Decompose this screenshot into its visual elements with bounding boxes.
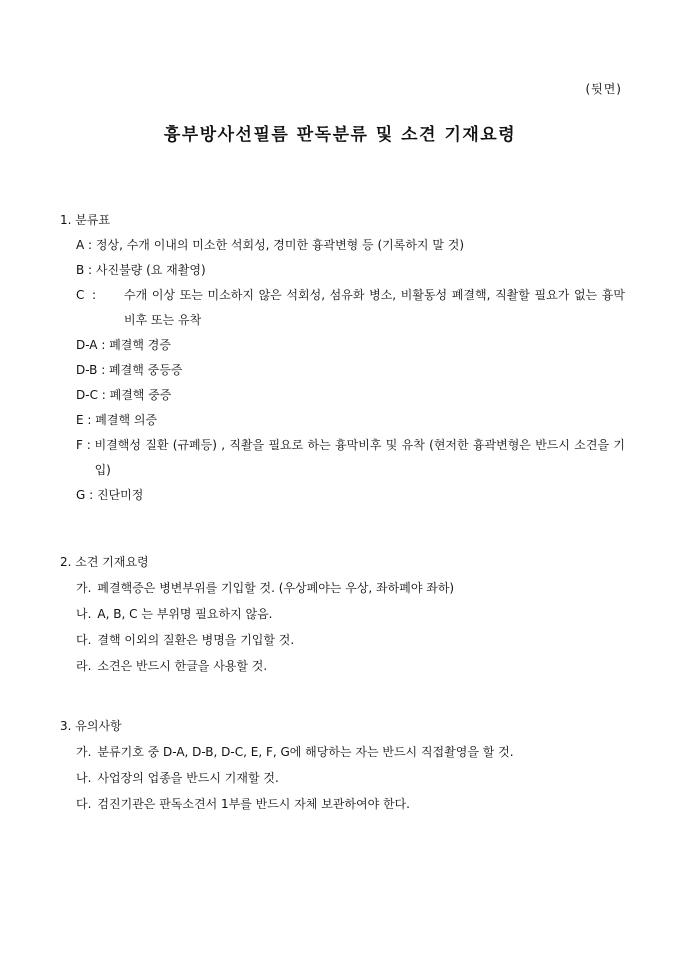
list-item bbox=[60, 627, 625, 653]
document-title: 흉부방사선필름 판독분류 및 소견 기재요령 bbox=[163, 125, 517, 145]
item-text: 사업장의 업종을 반드시 기재할 것. bbox=[97, 771, 279, 785]
class-description: 폐결핵 의증 bbox=[95, 413, 158, 427]
item-text: 소견은 반드시 한글을 사용할 것. bbox=[97, 659, 268, 673]
class-code: D-A : bbox=[76, 338, 110, 352]
class-row-a bbox=[60, 233, 625, 258]
section-classification bbox=[60, 208, 625, 508]
item-number: 가. bbox=[76, 745, 92, 759]
class-row-c bbox=[60, 283, 625, 333]
class-code: D-B : bbox=[76, 363, 110, 377]
item-number: 다. bbox=[76, 633, 92, 647]
class-code: C : bbox=[76, 288, 104, 302]
class-row-d-b bbox=[60, 358, 625, 383]
class-code: E : bbox=[76, 413, 96, 427]
class-description: 폐결핵 중증 bbox=[109, 388, 172, 402]
list-item bbox=[60, 739, 625, 765]
class-description: 수개 이상 또는 미소하지 않은 석회성, 섬유화 병소, 비활동성 폐결핵, 직촬할 필요가 없는 흉막비후 또는 유착 bbox=[124, 288, 625, 327]
class-description: 비결핵성 질환 (규폐등) , 직촬을 필요로 하는 흉막비후 및 유착 (현저한 흉곽변형은 반드시 소견을 기입) bbox=[94, 438, 625, 477]
class-code: A : bbox=[76, 238, 96, 252]
section-heading: 1. 분류표 bbox=[60, 213, 111, 227]
item-text: 검진기관은 판독소견서 1부를 반드시 자체 보관하여야 한다. bbox=[97, 797, 410, 811]
class-code: D-C : bbox=[76, 388, 110, 402]
class-description: 사진불량 (요 재촬영) bbox=[95, 263, 206, 277]
class-row-d-c bbox=[60, 383, 625, 408]
class-code: G : bbox=[76, 488, 97, 502]
class-row-e bbox=[60, 408, 625, 433]
page-side-label: (뒷면) bbox=[585, 82, 622, 96]
class-row-f bbox=[60, 433, 625, 483]
section-notes bbox=[60, 714, 625, 817]
item-number: 나. bbox=[76, 607, 92, 621]
item-number: 다. bbox=[76, 797, 92, 811]
class-description: 정상, 수개 이내의 미소한 석회성, 경미한 흉곽변형 등 (기록하지 말 것) bbox=[95, 238, 465, 252]
class-code: B : bbox=[76, 263, 96, 277]
list-item bbox=[60, 791, 625, 817]
section-findings-guide bbox=[60, 550, 625, 679]
class-description: 폐결핵 경증 bbox=[109, 338, 171, 352]
class-row-g bbox=[60, 483, 625, 508]
list-item bbox=[60, 601, 625, 627]
item-text: 폐결핵증은 병변부위를 기입할 것. (우상폐야는 우상, 좌하폐야 좌하) bbox=[97, 581, 455, 595]
list-item bbox=[60, 575, 625, 601]
item-text: 결핵 이외의 질환은 병명을 기입할 것. bbox=[97, 633, 295, 647]
class-row-b bbox=[60, 258, 625, 283]
class-description: 진단미정 bbox=[96, 488, 144, 502]
item-number: 라. bbox=[76, 659, 92, 673]
item-text: 분류기호 중 D-A, D-B, D-C, E, F, G에 해당하는 자는 반드시 직접촬영을 할 것. bbox=[97, 745, 514, 759]
class-code: F : bbox=[76, 438, 95, 452]
class-row-d-a bbox=[60, 333, 625, 358]
item-text: A, B, C 는 부위명 필요하지 않음. bbox=[97, 607, 273, 621]
section-heading: 3. 유의사항 bbox=[60, 719, 122, 733]
item-number: 가. bbox=[76, 581, 92, 595]
class-description: 폐결핵 중등증 bbox=[109, 363, 183, 377]
list-item bbox=[60, 765, 625, 791]
item-number: 나. bbox=[76, 771, 92, 785]
section-heading: 2. 소견 기재요령 bbox=[60, 555, 149, 569]
list-item bbox=[60, 653, 625, 679]
